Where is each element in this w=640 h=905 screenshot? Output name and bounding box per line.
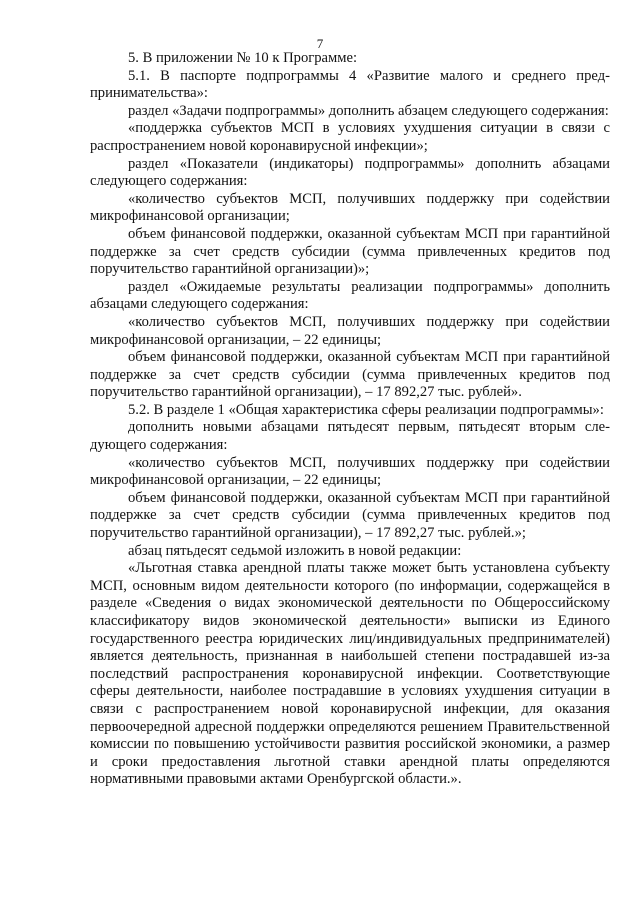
document-body	[90, 50, 610, 789]
paragraph-result-1: «количество субъектов МСП, получивших поддержку при содействии микрофинансовой организации, – 22 единицы;	[90, 313, 610, 348]
paragraph-item-5: 5. В приложении № 10 к Программе:	[128, 50, 358, 66]
paragraph-tasks-text: «поддержка субъектов МСП в условиях ухудшения ситуации в связи с распространением новой коронавирусной инфекции»;	[90, 120, 610, 154]
paragraph-indicator-1: «количество субъектов МСП, получивших поддержку при содействии микрофинансовой организации;	[90, 190, 610, 225]
paragraph-item-5-1: 5.1. В паспорте подпрограммы 4 «Развитие малого и среднего предпринимательства»:	[90, 67, 610, 102]
paragraph-add-new-abzac: дополнить новыми абзацами пятьдесят первым, пятьдесят вторым следующего содержания:	[90, 419, 610, 454]
paragraph-item-5-2: 5.2. В разделе 1 «Общая характеристика сферы реализации подпрограммы»:	[128, 401, 604, 418]
paragraph-result-2: объем финансовой поддержки, оказанной субъектам МСП при гарантийной поддержке за счет средств субсидии (сумма привлеченных кредитов под поручительство гарантийной организации), – 17 892,27 тыс. рублей».	[90, 349, 610, 401]
paragraph-results-section: раздел «Ожидаемые результаты реализации подпрограммы» дополнить абзацами следующего содержания:	[90, 278, 610, 313]
paragraph-indicator-2: объем финансовой поддержки, оказанной субъектам МСП при гарантийной поддержке за счет средств субсидии (сумма привлеченных кредитов под поручительство гарантийной организации)»;	[90, 225, 610, 278]
paragraph-abzac-57-intro: абзац пятьдесят седьмой изложить в новой редакции:	[128, 542, 462, 559]
paragraph-indicators-section: раздел «Показатели (индикаторы) подпрограммы» дополнить абзацами следующего содержания:	[90, 155, 610, 190]
paragraph-new-abzac-1: «количество субъектов МСП, получивших поддержку при содействии микрофинансовой организации, – 22 единицы;	[90, 454, 610, 489]
page-number: 7	[316, 36, 324, 51]
paragraph-abzac-57-text: «Льготная ставка арендной платы также может быть установлена субъекту МСП, основным видом деятельности которого (по информации, содержащейся в разделе «Сведения о видах экономической деятельности по Общероссийскому классификатору видов экономической деятельности» выписки из Единого государственного реестра юридических лиц/индивидуальных предпринимателей) является деятельность, признанная в наибольшей степени пострадавшей из-за последствий распространения коронавирусной инфекции. Соответствующие сферы деятельности, наиболее пострадавшие в условиях ухудшения ситуации в связи с распространением новой коронавирусной инфекции, для оказания первоочередной адресной поддержки определяются решением Правительственной комиссии по повышению устойчивости развития российской экономики, а размер и сроки предоставления льготной ставки арендной платы определяются нормативными правовыми актами Оренбургской области.».	[90, 560, 610, 788]
paragraph-tasks-section: раздел «Задачи подпрограммы» дополнить абзацем следующего содержания:	[128, 102, 609, 119]
paragraph-new-abzac-2: объем финансовой поддержки, оказанной субъектам МСП при гарантийной поддержке за счет средств субсидии (сумма привлеченных кредитов под поручительство гарантийной организации), – 17 892,27 тыс. рублей.»;	[90, 489, 610, 542]
